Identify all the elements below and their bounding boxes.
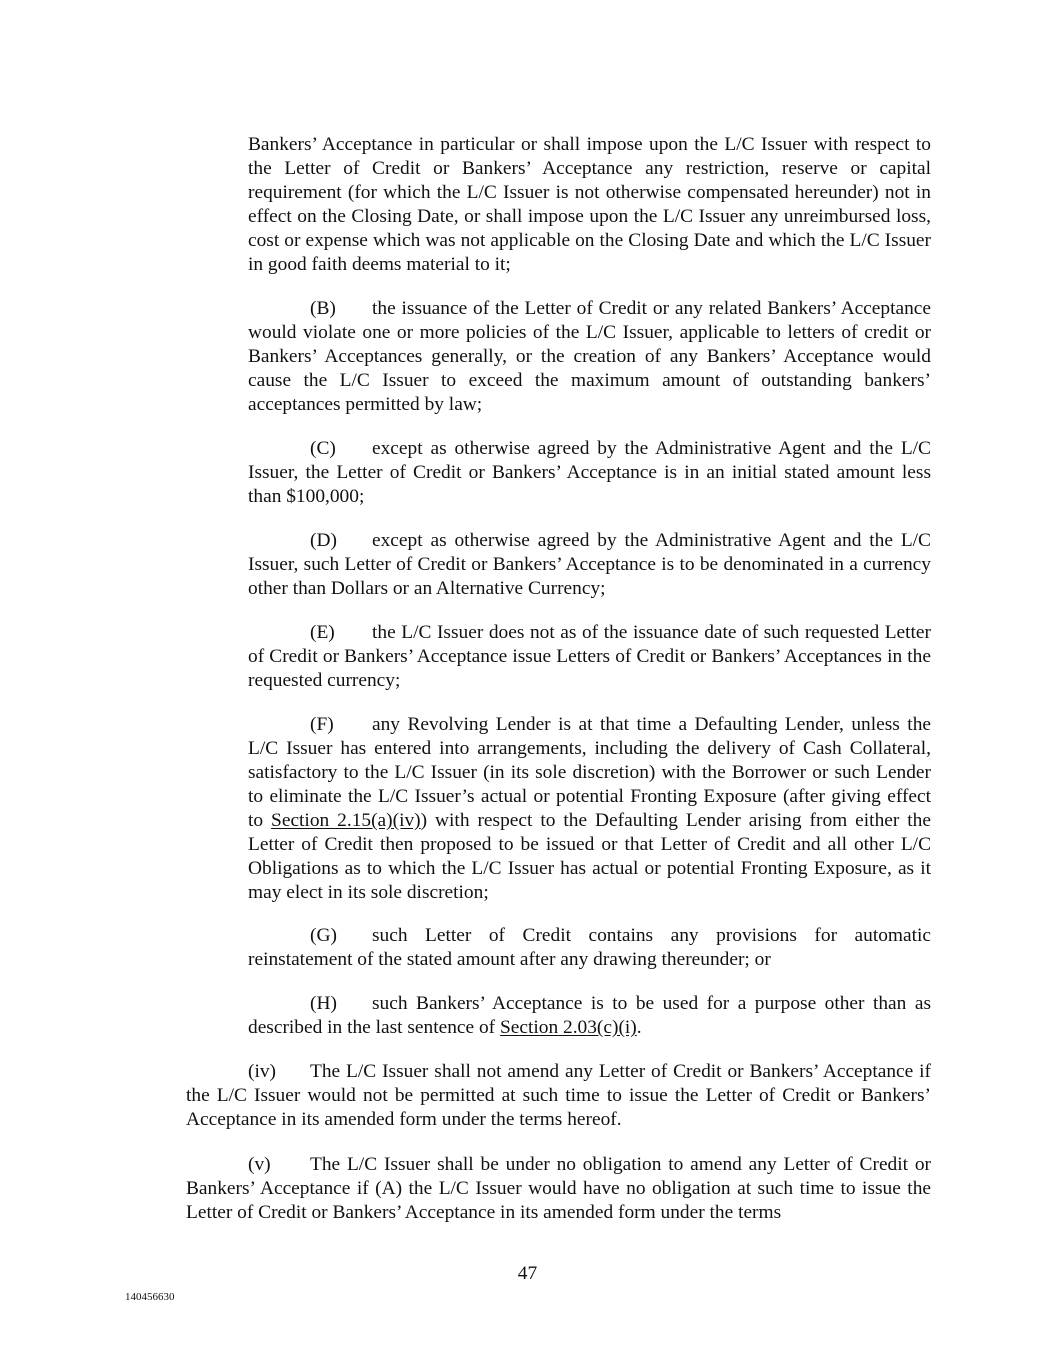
- continuation-text: Bankers’ Acceptance in particular or shall impose upon the L/C Issuer with respect to the Letter of Credit or Bankers’ Acceptance any restriction, reserve or capital requirement (for which the L/C Issuer is not otherwise compensated hereunder) not in effect on the Closing Date, or shall impose upon the L/C Issuer any unreimbursed loss, cost or expense which was not applicable on the Closing Date and which the L/C Issuer in good faith deems material to it;: [248, 134, 931, 275]
- clause-e: [248, 621, 931, 693]
- clause-label: (B): [310, 298, 336, 319]
- document-id: 140456630: [125, 1291, 175, 1303]
- clause-label: (H): [310, 993, 337, 1014]
- clause-text-after: ) with respect to the Defaulting Lender arising from either the Letter of Credit then proposed to be issued or that Letter of Credit and all other L/C Obligations as to which the L/C Issuer has actual or potential Fronting Exposure, as it may elect in its sole discretion;: [248, 810, 931, 903]
- clause-text-before: such Bankers’ Acceptance is to be used for a purpose other than as described in the last sentence of: [248, 993, 931, 1038]
- clause-text: such Letter of Credit contains any provisions for automatic reinstatement of the stated amount after any drawing thereunder; or: [248, 925, 931, 970]
- section-v: [186, 1153, 931, 1225]
- section-reference-link[interactable]: Section 2.15(a)(iv): [271, 810, 421, 831]
- clause-text-after: .: [636, 1017, 642, 1038]
- clause-text-before: any Revolving Lender is at that time a Defaulting Lender, unless the L/C Issuer has entered into arrangements, including the delivery of Cash Collateral, satisfactory to the L/C Issuer (in its sole discretion) with the Borrower or such Lender to eliminate the L/C Issuer’s actual or potential Fronting Exposure (after giving effect to: [248, 714, 931, 831]
- clause-text: the issuance of the Letter of Credit or any related Bankers’ Acceptance would violate one or more policies of the L/C Issuer, applicable to letters of credit or Bankers’ Acceptances generally, or the creation of any Bankers’ Acceptance would cause the L/C Issuer to exceed the maximum amount of outstanding bankers’ acceptances permitted by law;: [248, 298, 931, 415]
- clause-label: (G): [310, 925, 337, 946]
- clause-text: the L/C Issuer does not as of the issuance date of such requested Letter of Credit or Bankers’ Acceptance issue Letters of Credit or Bankers’ Acceptances in the requested currency;: [248, 622, 931, 691]
- clause-f: [248, 713, 931, 905]
- clause-label: (C): [310, 438, 336, 459]
- section-reference-link[interactable]: Section 2.03(c)(i): [499, 1017, 637, 1038]
- section-text: The L/C Issuer shall be under no obligation to amend any Letter of Credit or Bankers’ Acceptance if (A) the L/C Issuer would have no obligation at such time to issue the Letter of Credit or Bankers’ Acceptance in its amended form under the terms: [186, 1154, 931, 1223]
- clause-label: (E): [310, 622, 335, 643]
- clause-text: except as otherwise agreed by the Administrative Agent and the L/C Issuer, such Letter of Credit or Bankers’ Acceptance is to be denominated in a currency other than Dollars or an Alternative Currency;: [248, 530, 931, 599]
- page-number: 47: [517, 1263, 538, 1284]
- clause-c: [248, 437, 931, 509]
- clause-text: except as otherwise agreed by the Administrative Agent and the L/C Issuer, the Letter of Credit or Bankers’ Acceptance is in an initial stated amount less than $100,000;: [248, 438, 931, 507]
- section-label: (iv): [248, 1061, 276, 1082]
- section-iv: [186, 1060, 931, 1132]
- clause-label: (D): [310, 530, 337, 551]
- clause-g: [248, 924, 931, 972]
- continuation-paragraph: [248, 133, 931, 277]
- clause-b: [248, 297, 931, 417]
- clause-h: [248, 992, 931, 1040]
- section-label: (v): [248, 1154, 271, 1175]
- clause-d: [248, 529, 931, 601]
- section-text: The L/C Issuer shall not amend any Letter of Credit or Bankers’ Acceptance if the L/C Issuer would not be permitted at such time to issue the Letter of Credit or Bankers’ Acceptance in its amended form under the terms hereof.: [186, 1061, 931, 1130]
- clause-label: (F): [310, 714, 334, 735]
